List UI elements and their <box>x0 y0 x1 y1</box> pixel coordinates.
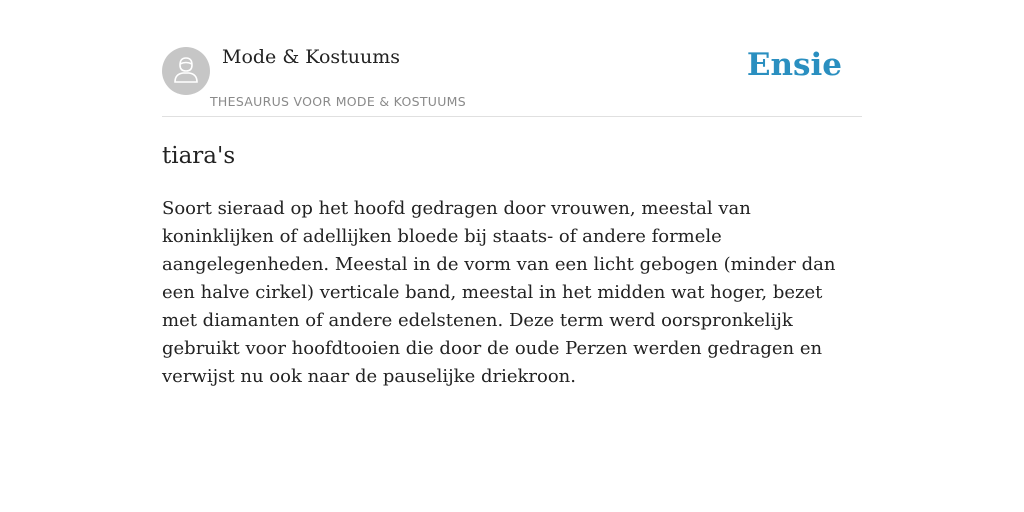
avatar[interactable] <box>162 47 210 95</box>
ensie-logo[interactable]: Ensie <box>746 47 842 83</box>
page-container <box>162 0 862 391</box>
entry-definition: Soort sieraad op het hoofd gedragen door vrouwen, meestal van koninklijken of adellijken bloede bij staats- of andere formele aangelegenheden. Meestal in de vorm van een licht gebogen (minder dan een halve cirkel) verticale band, meestal in het midden wat hoger, bezet met diamanten of andere edelstenen. Deze term werd oorspronkelijk gebruikt voor hoofdtooien die door de oude Perzen werden gedragen en verwijst nu ook naar de pauselijke driekroon. <box>162 198 836 387</box>
site-name[interactable]: Mode & Kostuums <box>222 46 401 68</box>
user-icon <box>171 54 201 88</box>
entry-term: tiara's <box>162 143 236 169</box>
site-header <box>162 0 862 117</box>
site-subtitle: THESAURUS VOOR MODE & KOSTUUMS <box>210 94 466 109</box>
